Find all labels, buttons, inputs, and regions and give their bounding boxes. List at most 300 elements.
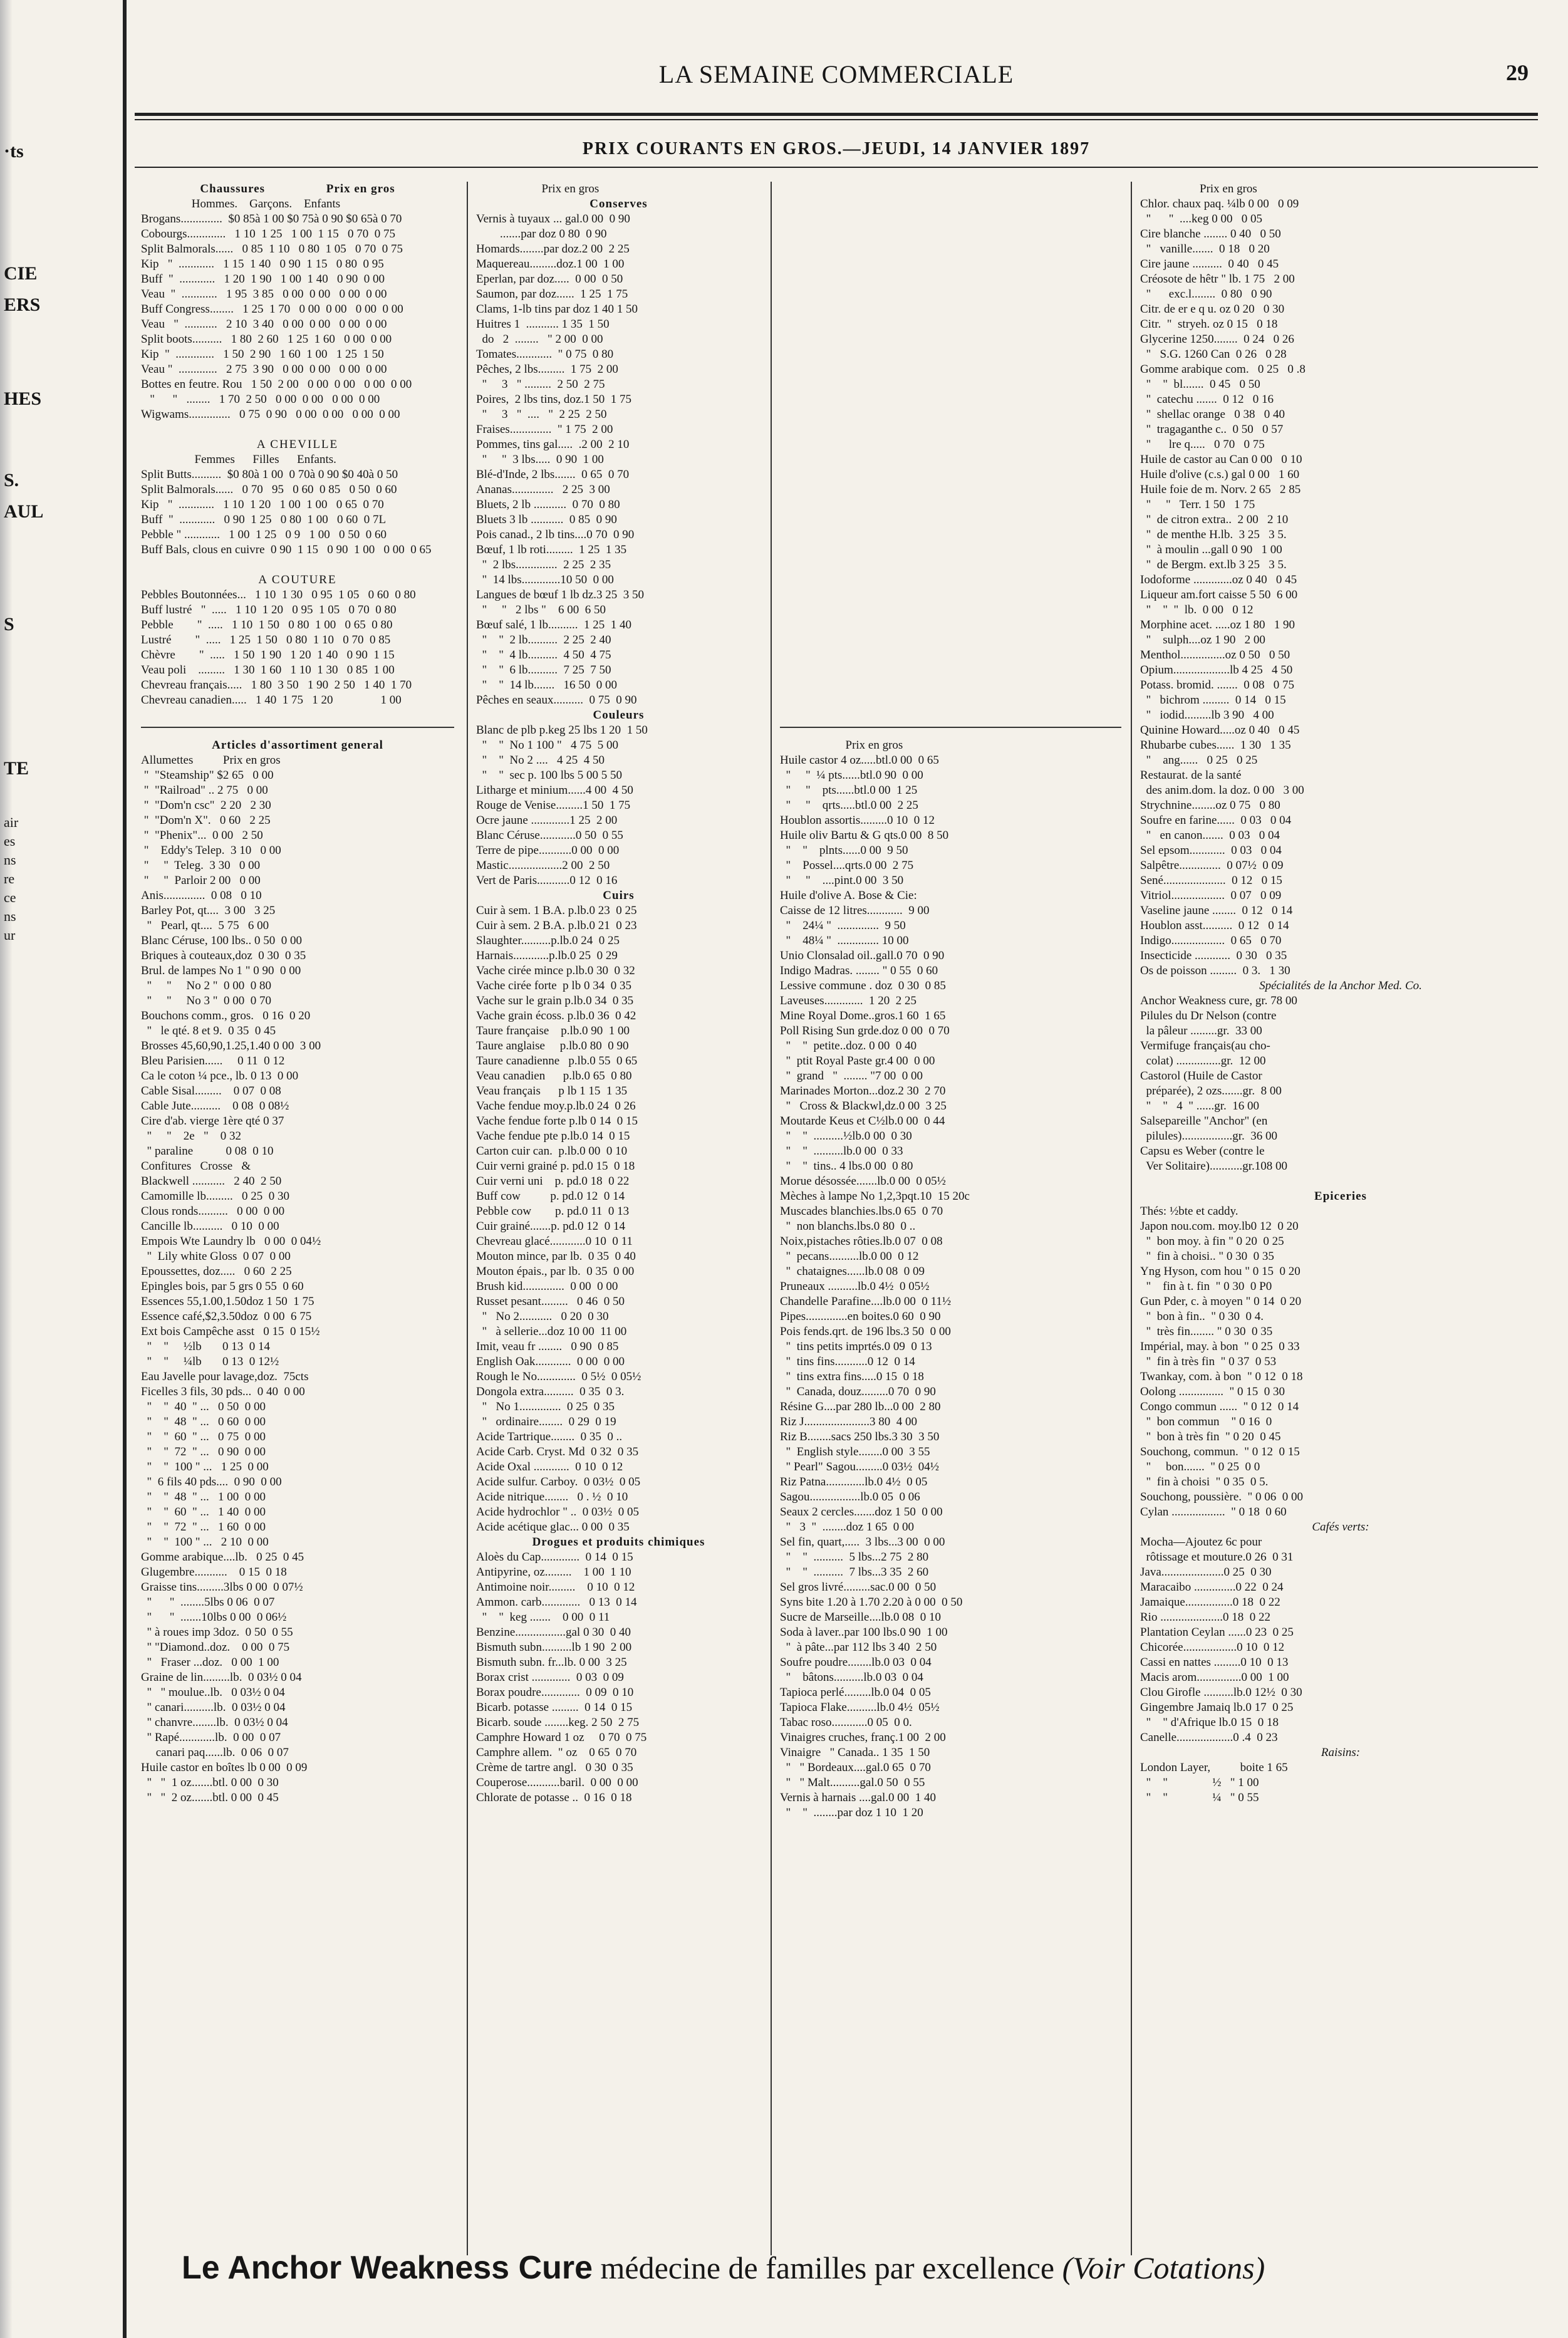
price-line [780,242,1121,257]
price-line: Cuir grainé.......p. pd.0 12 0 14 [476,1220,626,1233]
price-line: Chevreau français..... 1 80 3 50 1 90 2 50 1 40 1 70 [141,678,412,692]
price-line: Buff " ............ 0 90 1 25 0 80 1 00 0 60 0 7L [141,513,387,526]
edge-fragment-text: ·ts [4,141,24,162]
price-line: Salsepareille "Anchor" (en [1140,1114,1268,1128]
price-line: Lustré " ..... 1 25 1 50 0 80 1 10 0 70 0 85 [141,633,391,647]
price-line: " Canada, douz.........0 70 0 90 [780,1385,936,1398]
price-line: " sulph....oz 1 90 2 00 [1140,633,1265,647]
price-line: " très fin........ " 0 30 0 35 [1140,1325,1273,1338]
advertisement-footer [182,2249,1529,2299]
price-line [780,558,1121,573]
price-line: " Rapé............lb. 0 00 0 07 [141,1731,281,1744]
price-line: Cuir verni uni p. pd.0 18 0 22 [476,1175,630,1188]
price-line: " pecans..........lb.0 00 0 12 [780,1250,919,1263]
price-line: " Lily white Gloss 0 07 0 00 [141,1250,291,1263]
price-line: Split Balmorals...... 0 70 95 0 60 0 85 0 50 0 60 [141,483,397,496]
edge-fragment-text: es [4,833,16,849]
price-line: Vache fendue moy.p.lb.0 24 0 26 [476,1099,636,1113]
price-line: " " 2 lbs " 6 00 6 50 [476,603,606,616]
price-line: Vitriol.................. 0 07 0 09 [1140,889,1282,902]
price-line: " " Teleg. 3 30 0 00 [141,859,261,872]
price-line: Brul. de lampes No 1 " 0 90 0 00 [141,964,301,977]
price-line: " bon commun " 0 16 0 [1140,1415,1272,1428]
price-line: .......par doz 0 80 0 90 [476,227,607,241]
price-line: Pruneaux ..........lb.0 4½ 0 05½ [780,1280,930,1293]
price-line: " " ....pint.0 00 3 50 [780,874,904,887]
price-line [780,708,1121,723]
price-line: " "Phenix"... 0 00 2 50 [141,829,263,842]
price-line: Macis arom...............0 00 1 00 [1140,1671,1289,1684]
price-line: Sel fin, quart,..... 3 lbs...3 00 0 00 [780,1535,945,1549]
section-separator [141,727,454,728]
price-line [780,618,1121,633]
price-line: Pilules du Dr Nelson (contre [1140,1009,1277,1022]
price-line: Empois Wte Laundry lb 0 00 0 04½ [141,1235,321,1248]
price-line: Tomates............ " 0 75 0 80 [476,348,614,361]
price-line: Borax poudre............. 0 09 0 10 [476,1686,634,1699]
price-line [780,272,1121,287]
price-line: Cuir à sem. 1 B.A. p.lb.0 23 0 25 [476,904,637,917]
price-line: Chevreau glacé............0 10 0 11 [476,1235,633,1248]
price-line: " bichrom ......... 0 14 0 15 [1140,694,1286,707]
section-heading: A COUTURE [258,573,337,586]
price-line: " " ¼ pts......btl.0 90 0 00 [780,769,923,782]
price-line: " tins fins...........0 12 0 14 [780,1355,915,1368]
price-line: Cancille lb.......... 0 10 0 00 [141,1220,279,1233]
price-line: Cassi en nattes .........0 10 0 13 [1140,1656,1289,1669]
price-line: " 3 " ........doz 1 65 0 00 [780,1520,914,1534]
price-line: Aloès du Cap............. 0 14 0 15 [476,1551,633,1564]
price-line: rôtissage et mouture.0 26 0 31 [1140,1551,1294,1564]
price-line: " " ¼ " 0 55 [1140,1791,1259,1804]
price-line: " bâtons..........lb.0 03 0 04 [780,1671,923,1684]
price-line: Litharge et minium......4 00 4 50 [476,784,633,797]
price-line: Ocre jaune .............1 25 2 00 [476,814,618,827]
price-line: Poires, 2 lbs tins, doz.1 50 1 75 [476,393,632,406]
price-line: Rio .....................0 18 0 22 [1140,1611,1270,1624]
price-line: Vaseline jaune ........ 0 12 0 14 [1140,904,1293,917]
price-line: Prix en gros [476,182,600,195]
price-line: Maquereau.........doz.1 00 1 00 [476,257,625,271]
price-line: Vinaigre " Canada.. 1 35 1 50 [780,1746,930,1759]
price-line: Cire jaune .......... 0 40 0 45 [1140,257,1279,271]
price-line [780,377,1121,392]
price-line: " shellac orange 0 38 0 40 [1140,408,1285,421]
column-chaussures [141,182,454,1805]
left-edge-fragment [0,0,81,2338]
price-line: Riz B........sacs 250 lbs.3 30 3 50 [780,1430,940,1443]
price-line: Clams, 1-lb tins par doz 1 40 1 50 [476,303,638,316]
price-line: Langues de bœuf 1 lb dz.3 25 3 50 [476,588,645,601]
price-line: Oolong ............... " 0 15 0 30 [1140,1385,1285,1398]
price-line: Maracaibo ..............0 22 0 24 [1140,1581,1284,1594]
edge-fragment-text: HES [4,388,42,409]
price-line: Impérial, may. à bon " 0 25 0 33 [1140,1340,1300,1353]
price-line: " No 1.............. 0 25 0 35 [476,1400,615,1413]
price-line: Créosote de hêtr " lb. 1 75 2 00 [1140,273,1295,286]
price-line [141,708,454,723]
price-line: " bon à fin.. " 0 30 0 4. [1140,1310,1264,1323]
price-line: Souchong, poussière. " 0 06 0 00 [1140,1490,1304,1504]
column-huiles [780,182,1121,1821]
price-line: " " .......... 5 lbs...2 75 2 80 [780,1551,929,1564]
price-line: Souchong, commun. " 0 12 0 15 [1140,1445,1300,1458]
price-line: Essence café,$2,3.50doz 0 00 6 75 [141,1310,312,1323]
price-line [780,603,1121,618]
price-line: " à sellerie...doz 10 00 11 00 [476,1325,627,1338]
price-line: Allumettes Prix en gros [141,754,281,767]
price-line: " " ..........½lb.0 00 0 30 [780,1130,912,1143]
price-line: Ficelles 3 fils, 30 pds... 0 40 0 00 [141,1385,305,1398]
price-line: Huitres 1 ........... 1 35 1 50 [476,318,610,331]
page-header [144,60,1529,97]
price-line: Blanc Céruse, 100 lbs.. 0 50 0 00 [141,934,303,947]
price-line: " ang...... 0 25 0 25 [1140,754,1258,767]
price-line: Pêches, 2 lbs......... 1 75 2 00 [476,363,618,376]
edge-fragment-text: S [4,614,14,635]
price-line: " " Bordeaux....gal.0 65 0 70 [780,1761,931,1774]
header-rule [135,113,1538,116]
edge-fragment-text: ur [4,927,16,943]
price-line: " " pts......btl.0 00 1 25 [780,784,918,797]
publication-title: LA SEMAINE COMMERCIALE [658,60,1014,88]
price-line: Vinaigres cruches, franç.1 00 2 00 [780,1731,946,1744]
price-line: " " Parloir 2 00 0 00 [141,874,261,887]
price-line: Gomme arabique....lb. 0 25 0 45 [141,1551,304,1564]
price-line [780,527,1121,543]
edge-fragment-text: CIE [4,263,38,284]
price-line: Unio Clonsalad oil..gall.0 70 0 90 [780,949,945,962]
price-line: " " 3 lbs..... 0 90 1 00 [476,453,604,466]
price-line: " fin à très fin " 0 37 0 53 [1140,1355,1277,1368]
price-line: Java.....................0 25 0 30 [1140,1566,1272,1579]
price-line [780,512,1121,527]
price-line [780,482,1121,497]
price-line: Chlorate de potasse .. 0 16 0 18 [476,1791,632,1804]
price-line: Epingles bois, par 5 grs 0 55 0 60 [141,1280,304,1293]
price-line [780,302,1121,317]
price-line: Hommes. Garçons. Enfants [141,197,341,210]
price-line: Bluets 3 lb ........... 0 85 0 90 [476,513,617,526]
price-line: Gun Pder, c. à moyen " 0 14 0 20 [1140,1295,1302,1308]
price-line: Huile castor en boîtes lb 0 00 0 09 [141,1761,308,1774]
price-line: Castorol (Huile de Castor [1140,1069,1262,1083]
price-line: Graine de lin.........lb. 0 03½ 0 04 [141,1671,302,1684]
header-rule-thin [135,119,1538,120]
price-line: " fin à choisi.. " 0 30 0 35 [1140,1250,1274,1263]
price-line: " " 60 " ... 0 75 0 00 [141,1430,266,1443]
price-line: Vache cirée forte p lb 0 34 0 35 [476,979,631,992]
price-line: Blé-d'Inde, 2 lbs....... 0 65 0 70 [476,468,630,481]
price-line: " Pearl, qt.... 5 75 6 00 [141,919,269,932]
price-line: canari paq......lb. 0 06 0 07 [141,1746,289,1759]
price-line: préparée), 2 ozs.......gr. 8 00 [1140,1084,1282,1098]
price-line: Laveuses............. 1 20 2 25 [780,994,916,1007]
price-line [780,227,1121,242]
price-line: Briques à couteaux,doz 0 30 0 35 [141,949,306,962]
price-line: Résine G....par 280 lb...0 00 2 80 [780,1400,941,1413]
price-line: Femmes Filles Enfants. [141,453,336,466]
price-line: Carton cuir can. p.lb.0 00 0 10 [476,1145,628,1158]
price-line: Chlor. chaux paq. ¼lb 0 00 0 09 [1140,197,1299,210]
price-line: Gomme arabique com. 0 25 0 .8 [1140,363,1306,376]
price-line: Essences 55,1.00,1.50doz 1 50 1 75 [141,1295,314,1308]
price-line: " " bl....... 0 45 0 50 [1140,378,1260,391]
price-line: Taure canadienne p.lb.0 55 0 65 [476,1054,638,1068]
price-line: Couperose...........baril. 0 00 0 00 [476,1776,638,1789]
price-line [780,588,1121,603]
price-line: Veau " ............. 2 75 3 90 0 00 0 00 0 00 0 00 [141,363,387,376]
price-line: " " 2 lb.......... 2 25 2 40 [476,633,611,647]
price-line: Houblon asst.......... 0 12 0 14 [1140,919,1289,932]
price-line: Chicorée..................0 10 0 12 [1140,1641,1285,1654]
section-heading: A CHEVILLE [256,438,339,451]
ad-reference: (Voir Cotations) [1062,2250,1265,2285]
price-line [780,407,1121,422]
price-line: Clous ronds.......... 0 00 0 00 [141,1205,285,1218]
price-line: " " ½ " 1 00 [1140,1776,1259,1789]
price-line: Chèvre " ..... 1 50 1 90 1 20 1 40 0 90 1 15 [141,648,395,662]
price-line [780,693,1121,708]
price-line: Morue désossée.......lb.0 00 0 05½ [780,1175,946,1188]
price-line: Confitures Crosse & [141,1160,251,1173]
price-line: " fin à choisi " 0 35 0 5. [1140,1475,1269,1489]
price-line: Liqueur am.fort caisse 5 50 6 00 [1140,588,1298,601]
price-line: Vache fendue forte p.lb 0 14 0 15 [476,1114,638,1128]
price-line: Japon nou.com. moy.lb0 12 0 20 [1140,1220,1299,1233]
price-line: " " ½lb 0 13 0 14 [141,1340,271,1353]
price-line: Ext bois Campêche asst 0 15 0 15½ [141,1325,320,1338]
price-line: " " 4 " ......gr. 16 00 [1140,1099,1260,1113]
price-line: Vernis à harnais ....gal.0 00 1 40 [780,1791,937,1804]
price-line [780,573,1121,588]
price-line: English Oak............ 0 00 0 00 [476,1355,625,1368]
price-line: " " petite..doz. 0 00 0 40 [780,1039,917,1052]
section-heading: Conserves [589,197,648,210]
section-heading: Chaussures Prix en gros [200,182,395,195]
edge-fragment-text: ERS [4,294,41,315]
price-line: Kip " ............ 1 10 1 20 1 00 1 00 0 65 0 70 [141,498,384,511]
price-line: Soufre en farine...... 0 03 0 04 [1140,814,1292,827]
price-line: Muscades blanchies.lbs.0 65 0 70 [780,1205,943,1218]
price-line: " No 2........... 0 20 0 30 [476,1310,609,1323]
price-line: " " No 3 " 0 00 0 70 [141,994,271,1007]
price-line: Vermifuge français(au cho- [1140,1039,1270,1052]
price-line: " le qté. 8 et 9. 0 35 0 45 [141,1024,276,1037]
price-line [141,723,454,738]
price-line: Ammon. carb............. 0 13 0 14 [476,1596,637,1609]
price-line: " " ¼lb 0 13 0 12½ [141,1355,279,1368]
price-line: " " Terr. 1 50 1 75 [1140,498,1255,511]
price-line: Harnais............p.lb.0 25 0 29 [476,949,618,962]
price-line: " " 60 " ... 1 40 0 00 [141,1505,266,1519]
price-line: " canari..........lb. 0 03½ 0 04 [141,1701,286,1714]
edge-fragment-text: S. [4,470,19,491]
price-line: Brosses 45,60,90,1.25,1.40 0 00 3 00 [141,1039,321,1052]
edge-fragment-text: ns [4,908,16,924]
price-line: " en canon....... 0 03 0 04 [1140,829,1280,842]
price-line: " " tins.. 4 lbs.0 00 0 80 [780,1160,913,1173]
price-line: Veau canadien p.lb.0 65 0 80 [476,1069,632,1083]
column-divider [771,182,772,2255]
price-line: Fraises.............. " 1 75 2 00 [476,423,613,436]
price-line [780,497,1121,512]
price-line [780,317,1121,332]
price-line [780,347,1121,362]
price-line: Vernis à tuyaux ... gal.0 00 0 90 [476,212,630,226]
price-line [780,362,1121,377]
price-line: Bleu Parisien...... 0 11 0 12 [141,1054,285,1068]
price-line: Glugembre........... 0 15 0 18 [141,1566,287,1579]
price-line: colat) ...............gr. 12 00 [1140,1054,1266,1068]
price-line: Eau Javelle pour lavage,doz. 75cts [141,1370,309,1383]
price-line: " fin à t. fin " 0 30 0 P0 [1140,1280,1272,1293]
price-line: Pebbles Boutonnées... 1 10 1 30 0 95 1 05 0 60 0 80 [141,588,416,601]
price-line: " 14 lbs.............10 50 0 00 [476,573,614,586]
price-line: Houblon assortis.........0 10 0 12 [780,814,935,827]
price-line: " à roues imp 3doz. 0 50 0 55 [141,1626,293,1639]
price-line: Slaughter..........p.lb.0 24 0 25 [476,934,620,947]
price-line: Vache cirée mince p.lb.0 30 0 32 [476,964,635,977]
price-line: Rouge de Venise.........1 50 1 75 [476,799,631,812]
price-line: Quinine Howard.....oz 0 40 0 45 [1140,724,1300,737]
price-line: Sucre de Marseille....lb.0 08 0 10 [780,1611,941,1624]
price-line: Acide Carb. Cryst. Md 0 32 0 35 [476,1445,639,1458]
ad-product-name: Le Anchor Weakness Cure [182,2250,593,2286]
price-line: Camphre allem. " oz 0 65 0 70 [476,1746,637,1759]
edge-fragment-text: ns [4,852,16,868]
price-line: Vache grain écoss. p.lb.0 36 0 42 [476,1009,636,1022]
section-heading: Epiceries [1314,1190,1367,1203]
price-line: " " No 1 100 " 4 75 5 00 [476,739,618,752]
price-line: " catechu ....... 0 12 0 16 [1140,393,1274,406]
price-line: Kip " ............ 1 15 1 40 0 90 1 15 0 80 0 95 [141,257,384,271]
price-line: " Eddy's Telep. 3 10 0 00 [141,844,281,857]
price-line: Sené..................... 0 12 0 15 [1140,874,1282,887]
price-line: Bouchons comm., gros. 0 16 0 20 [141,1009,311,1022]
price-line: Caisse de 12 litres............ 9 00 [780,904,930,917]
price-line: Veau " ........... 2 10 3 40 0 00 0 00 0 00 0 00 [141,318,387,331]
price-line: Acide Oxal ............ 0 10 0 12 [476,1460,623,1473]
subtitle-rule [135,167,1538,168]
price-line: " paraline 0 08 0 10 [141,1145,274,1158]
price-line: Anchor Weakness cure, gr. 78 00 [1140,994,1297,1007]
price-line: Tapioca perlé.........lb.0 04 0 05 [780,1686,931,1699]
price-line: " English style........0 00 3 55 [780,1445,930,1458]
edge-fragment-text: TE [4,758,29,779]
price-line: Cuir verni grainé p. pd.0 15 0 18 [476,1160,635,1173]
price-line: " " 6 lb.......... 7 25 7 50 [476,663,611,677]
price-line: Cable Sisal......... 0 07 0 08 [141,1084,281,1098]
price-line: Veau poli ......... 1 30 1 60 1 10 1 30 0 85 1 00 [141,663,395,677]
price-line: Homards........par doz.2 00 2 25 [476,242,630,256]
price-line: Acide sulfur. Carboy. 0 03½ 0 05 [476,1475,641,1489]
price-line: Bicarb. potasse ......... 0 14 0 15 [476,1701,633,1714]
price-line: Riz J......................3 80 4 00 [780,1415,918,1428]
price-line: " tins petits imprtés.0 09 0 13 [780,1340,932,1353]
price-line: Epoussettes, doz..... 0 60 2 25 [141,1265,292,1278]
price-line: Plantation Ceylan ......0 23 0 25 [1140,1626,1294,1639]
price-line: Ca le coton ¼ pce., lb. 0 13 0 00 [141,1069,299,1083]
price-line: Cylan .................. " 0 18 0 60 [1140,1505,1287,1519]
column-conserves [476,182,761,1805]
price-line: " " 48 " ... 1 00 0 00 [141,1490,266,1504]
price-line: Bœuf salé, 1 lb.......... 1 25 1 40 [476,618,632,631]
price-line: la pâleur .........gr. 33 00 [1140,1024,1262,1037]
section-heading: Couleurs [593,709,645,722]
price-line: Buff " ............ 1 20 1 90 1 00 1 40 0 90 0 00 [141,273,385,286]
price-line: " Possel....qrts.0 00 2 75 [780,859,914,872]
column-drogues [1140,182,1541,1805]
price-line: Mocha—Ajoutez 6c pour [1140,1535,1262,1549]
price-line: " " 100 " ... 1 25 0 00 [141,1460,269,1473]
price-line: Pebble " ..... 1 10 1 50 0 80 1 00 0 65 0 80 [141,618,393,631]
price-line: Huile de castor au Can 0 00 0 10 [1140,453,1302,466]
left-margin-rule [123,0,127,2338]
price-line [780,197,1121,212]
price-line: Marinades Morton...doz.2 30 2 70 [780,1084,946,1098]
price-line [780,663,1121,678]
price-line: Potass. bromid. ....... 0 08 0 75 [1140,678,1294,692]
price-line [780,452,1121,467]
price-line: Blanc de plb p.keg 25 lbs 1 20 1 50 [476,724,648,737]
price-line [780,422,1121,437]
price-line: Restaurat. de la santé [1140,769,1242,782]
price-line: Mine Royal Dome..gros.1 60 1 65 [780,1009,946,1022]
price-line: Buff lustré " ..... 1 10 1 20 0 95 1 05 0 70 0 80 [141,603,397,616]
price-line: Anis.............. 0 08 0 10 [141,889,262,902]
price-line: " de citron extra.. 2 00 2 10 [1140,513,1289,526]
price-line: " tragaganthe c.. 0 50 0 57 [1140,423,1284,436]
price-line: Split Butts.......... $0 80à 1 00 0 70à 0 90 $0 40à 0 50 [141,468,398,481]
price-line: " chanvre........lb. 0 03½ 0 04 [141,1716,288,1729]
edge-fragment-text: ce [4,890,16,905]
price-line: " "Dom'n X". 0 60 2 25 [141,814,271,827]
price-line: " " 2 oz.......btl. 0 00 0 45 [141,1791,279,1804]
price-line: Antimoine noir......... 0 10 0 12 [476,1581,635,1594]
price-line: Mouton mince, par lb. 0 35 0 40 [476,1250,636,1263]
price-line [780,678,1121,693]
price-line: " " 40 " ... 0 50 0 00 [141,1400,266,1413]
price-line: do 2 ........ " 2 00 0 00 [476,333,603,346]
price-line: " " .......10lbs 0 00 0 06½ [141,1611,287,1624]
price-line: Camomille lb......... 0 25 0 30 [141,1190,289,1203]
price-line: Mouton épais., par lb. 0 35 0 00 [476,1265,635,1278]
price-line: " " ..........lb.0 00 0 33 [780,1145,903,1158]
price-line: Buff cow p. pd.0 12 0 14 [476,1190,625,1203]
section-heading: Drogues et produits chimiques [532,1535,705,1549]
price-line: Cobourgs............. 1 10 1 25 1 00 1 15 0 70 0 75 [141,227,396,241]
price-line: Os de poisson ......... 0 3. 1 30 [1140,964,1290,977]
price-line: " " keg ....... 0 00 0 11 [476,1611,610,1624]
section-separator [780,727,1121,728]
price-line [780,633,1121,648]
price-line: Rhubarbe cubes...... 1 30 1 35 [1140,739,1291,752]
price-line: " S.G. 1260 Can 0 26 0 28 [1140,348,1287,361]
price-line: Sagou.................lb.0 05 0 06 [780,1490,920,1504]
price-line: Wigwams.............. 0 75 0 90 0 00 0 00 0 00 0 00 [141,408,400,421]
price-line: Salpêtre.............. 0 07½ 0 09 [1140,859,1284,872]
column-divider [467,182,468,2255]
price-line: Antipyrine, oz......... 1 00 1 10 [476,1566,631,1579]
price-line [141,558,454,573]
price-line: " " qrts.....btl.0 00 2 25 [780,799,918,812]
price-line: Pebble cow p. pd.0 11 0 13 [476,1205,630,1218]
price-line: " iodid.........lb 3 90 4 00 [1140,709,1274,722]
price-line: Brogans.............. $0 85à 1 00 $0 75à 0 90 $0 65à 0 70 [141,212,402,226]
price-line: Congo commun ...... " 0 12 0 14 [1140,1400,1299,1413]
price-line [780,467,1121,482]
